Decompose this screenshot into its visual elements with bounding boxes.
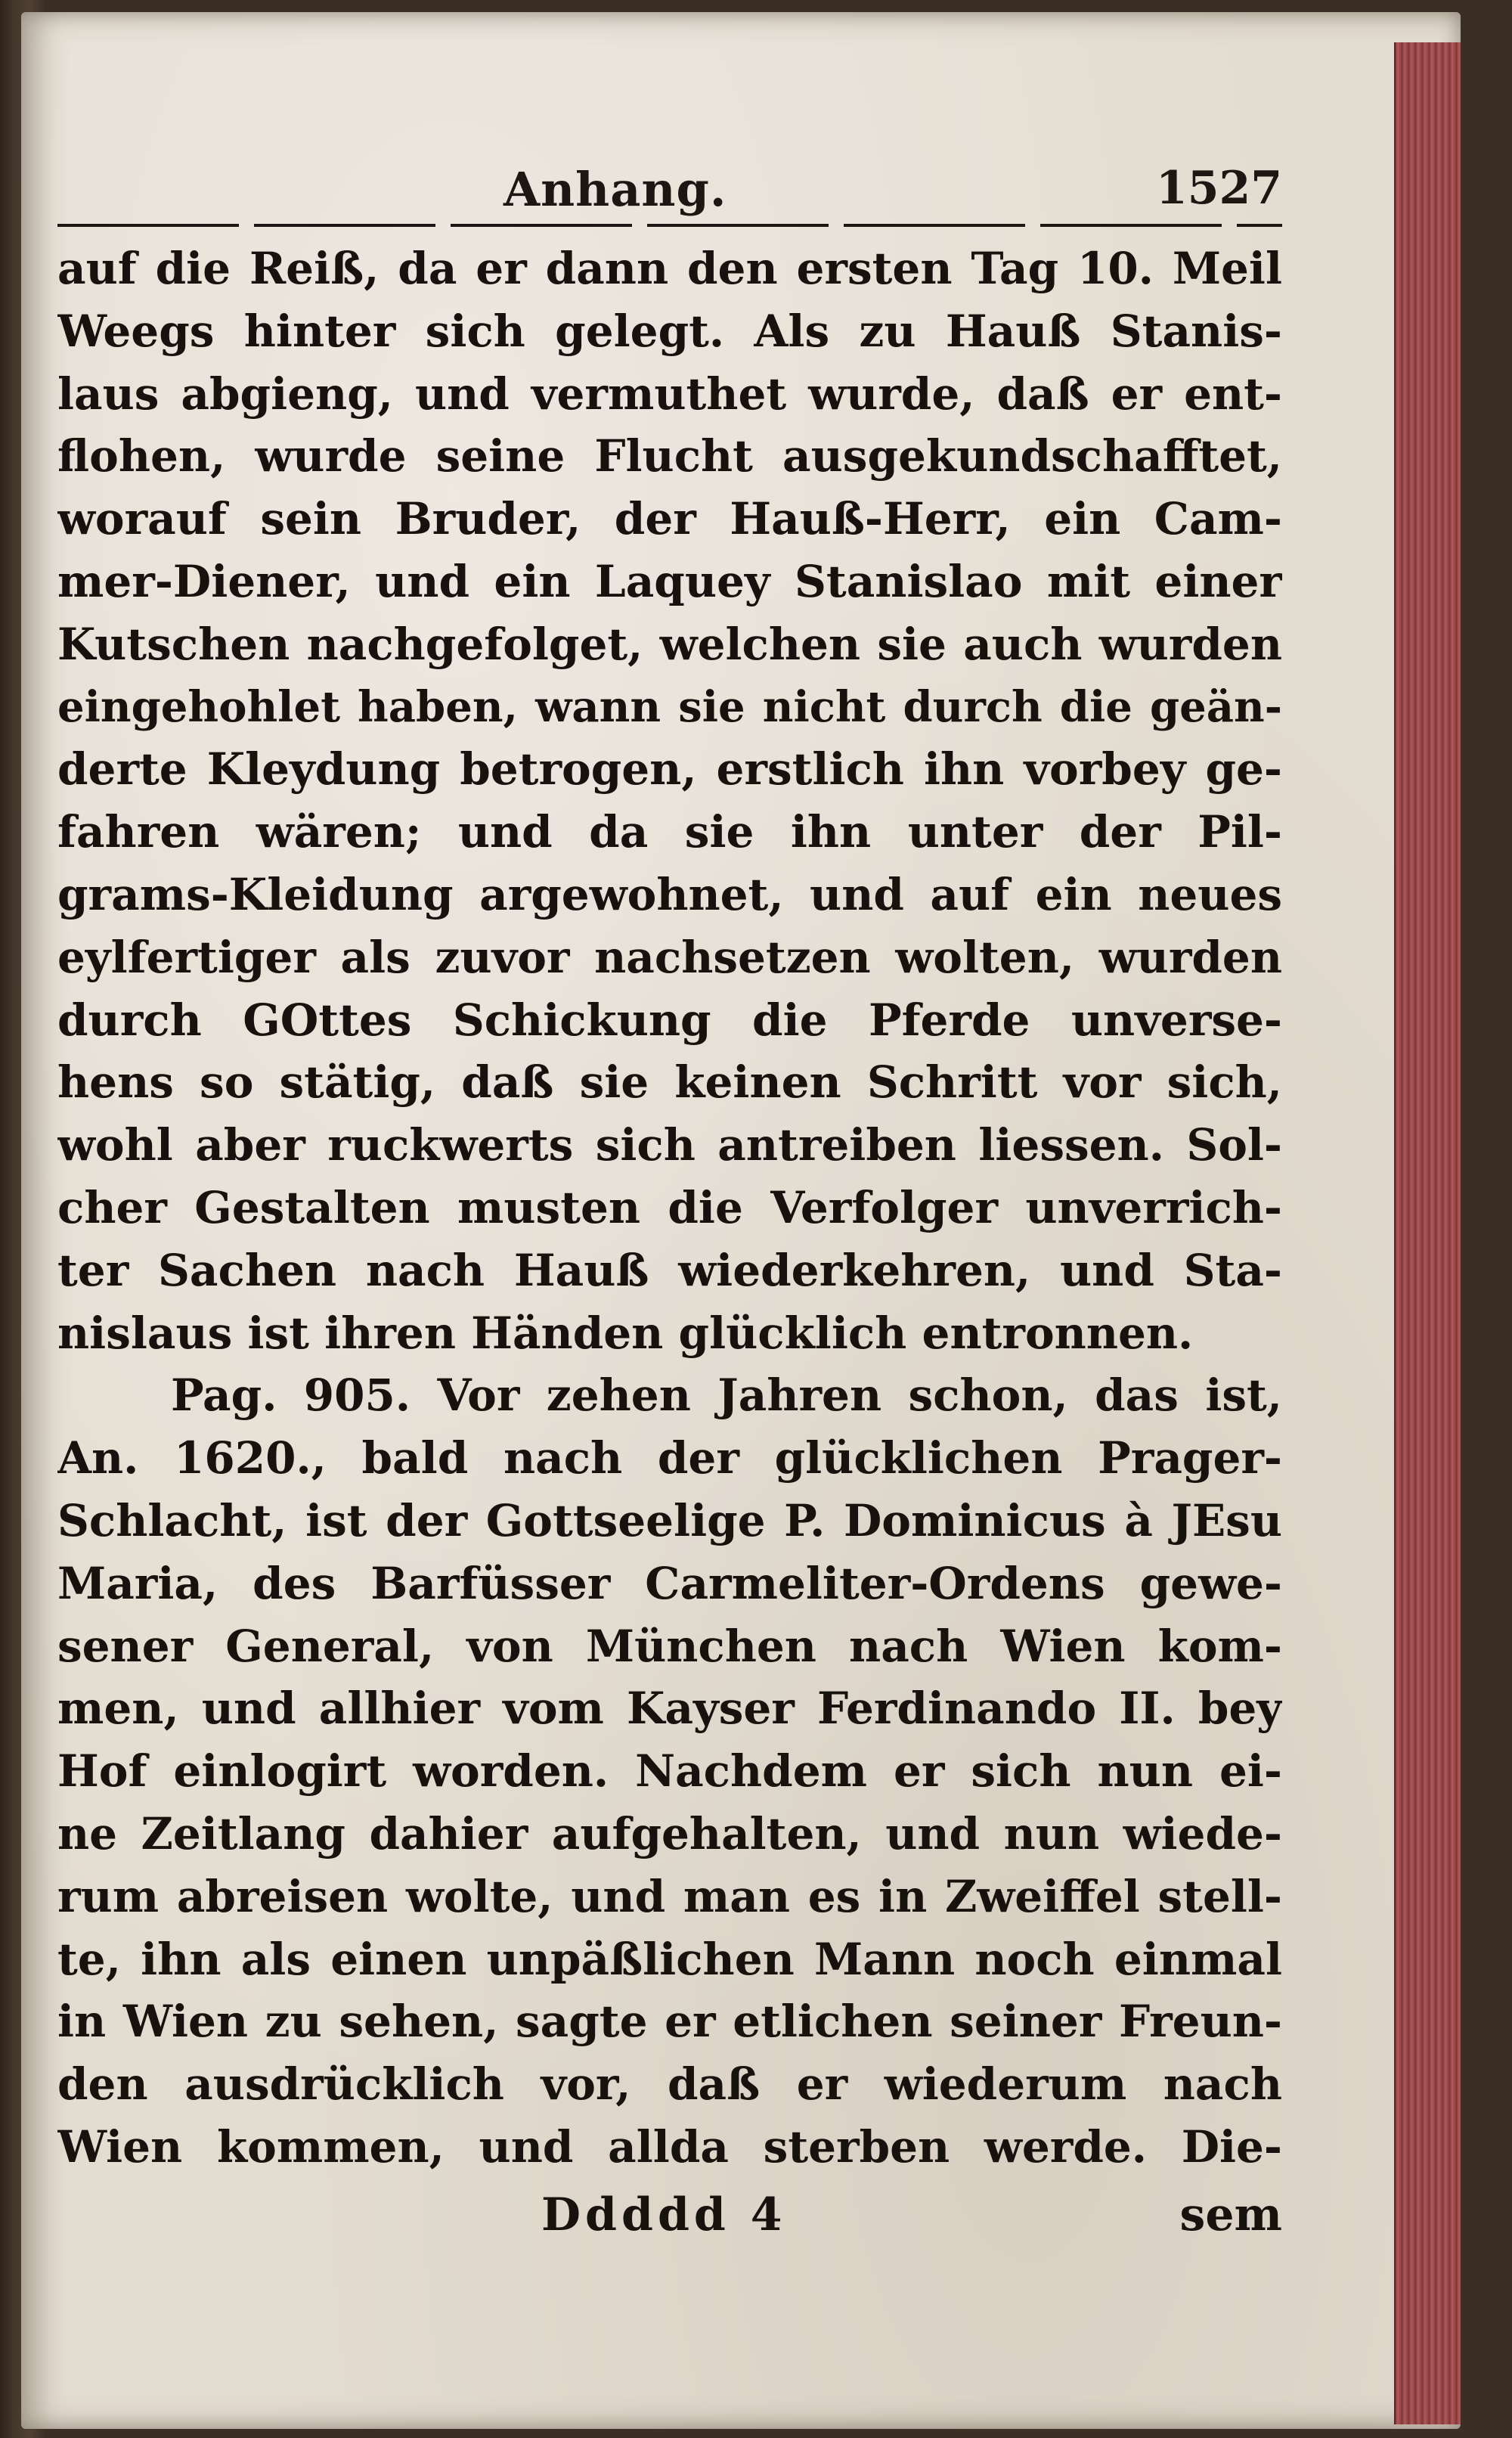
text-line: Hof einlogirt worden. Nachdem er sich nun ei- <box>57 1745 1282 1797</box>
text-line: eingehohlet haben, wann sie nicht durch die geän- <box>57 681 1282 732</box>
text-line: fahren wären; und da sie ihn unter der Pil- <box>57 806 1282 858</box>
text-line: in Wien zu sehen, sagte er etlichen seiner Freun- <box>57 1996 1282 2048</box>
body-text <box>57 237 1282 2179</box>
text-line: durch GOttes Schickung die Pferde unverse- <box>57 994 1282 1046</box>
text-line: worauf sein Bruder, der Hauß-Herr, ein Cam- <box>57 493 1282 545</box>
text-line: Pag. 905. Vor zehen Jahren schon, das ist, <box>171 1369 1282 1422</box>
text-line: grams-Kleidung argewohnet, und auf ein neues <box>57 868 1282 920</box>
text-line: An. 1620., bald nach der glücklichen Prager- <box>57 1432 1282 1484</box>
text-line: nislaus ist ihren Händen glücklich entronnen. <box>57 1307 1194 1359</box>
text-line: sener General, von München nach Wien kom- <box>57 1620 1282 1672</box>
text-line: men, und allhier vom Kayser Ferdinando II. bey <box>57 1683 1282 1735</box>
text-line: mer-Diener, und ein Laquey Stanislao mit einer <box>57 555 1282 607</box>
book-page <box>21 12 1461 2429</box>
text-line: den ausdrücklich vor, daß er wiederum nach <box>57 2058 1282 2111</box>
text-line: Kutschen nachgefolget, welchen sie auch wurden <box>57 618 1282 670</box>
text-line: wohl aber ruckwerts sich antreiben liessen. Sol- <box>57 1119 1282 1171</box>
text-line: laus abgieng, und vermuthet wurde, daß er ent- <box>57 368 1282 420</box>
running-title: Anhang. <box>503 162 727 217</box>
text-line: rum abreisen wolte, und man es in Zweiffel stell- <box>57 1870 1282 1922</box>
page-edge-red <box>1394 42 1461 2424</box>
text-line: ter Sachen nach Hauß wiederkehren, und Sta- <box>57 1244 1282 1296</box>
text-line: flohen, wurde seine Flucht ausgekundschafftet, <box>57 430 1282 482</box>
text-line: hens so stätig, daß sie keinen Schritt vor sich, <box>57 1056 1282 1109</box>
text-line: cher Gestalten musten die Verfolger unverrich- <box>57 1181 1282 1233</box>
text-line: derte Kleydung betrogen, erstlich ihn vorbey ge- <box>57 743 1282 796</box>
text-line: Wien kommen, und allda sterben werde. Die- <box>57 2120 1282 2173</box>
page-footer <box>57 2188 1282 2257</box>
text-line: auf die Reiß, da er dann den ersten Tag 10. Meil <box>57 243 1282 294</box>
page-number: 1527 <box>1156 162 1282 215</box>
text-line: eylfertiger als zuvor nachsetzen wolten, wurden <box>57 931 1282 983</box>
signature-mark: Ddddd 4 <box>541 2188 787 2241</box>
running-head <box>57 162 1282 230</box>
catchword: sem <box>1179 2188 1282 2241</box>
text-line: te, ihn als einen unpäßlichen Mann noch einmal <box>57 1933 1282 1985</box>
text-line: Maria, des Barfüsser Carmeliter-Ordens gewe- <box>57 1557 1282 1609</box>
head-rule <box>57 224 1282 227</box>
text-line: Weegs hinter sich gelegt. Als zu Hauß Stanis- <box>57 305 1282 357</box>
text-line: Schlacht, ist der Gottseelige P. Dominicus à JEsu <box>57 1494 1282 1546</box>
text-line: ne Zeitlang dahier aufgehalten, und nun wiede- <box>57 1807 1282 1860</box>
